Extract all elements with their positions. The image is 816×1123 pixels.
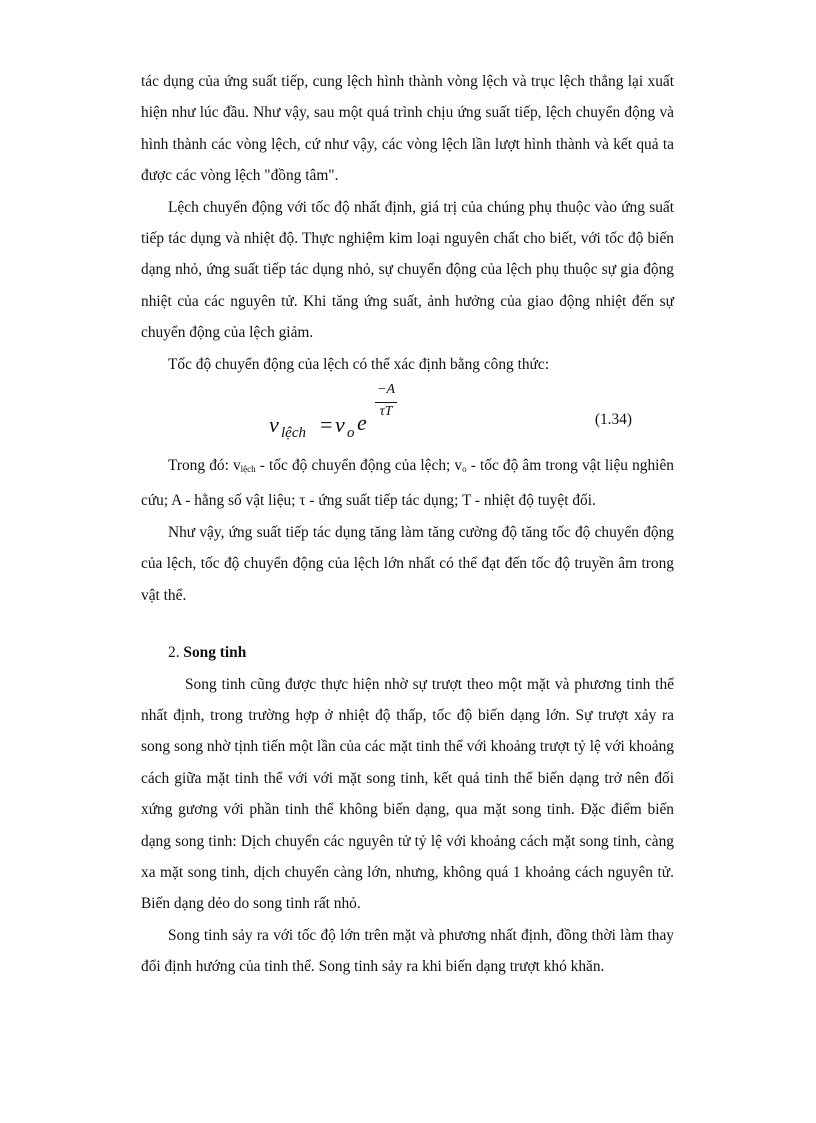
section-spacer [141,611,674,637]
definitions-subscript-o: o [462,464,467,475]
formula-exponential-base: e [357,410,367,436]
formula-exponent-numerator: −A [377,382,395,398]
velocity-formula [269,382,439,444]
formula-lhs: v [269,412,279,438]
paragraph-variable-definitions [141,450,674,517]
formula-fraction-bar [375,402,397,403]
section-heading [141,637,674,668]
section-title: Song tinh [183,644,247,662]
equation-number: (1.34) [594,411,632,429]
formula-v0: v [335,412,345,438]
page-content [141,66,674,983]
definitions-tail: - tốc độ âm trong vật liệu nghiên cứu; A - hằng số vật liệu; τ - ứng suất tiếp tác dụng; T - nhiệt độ tuyệt đối. [141,457,674,510]
definitions-middle: - tốc độ chuyển động của lệch; v [255,457,463,475]
formula-exponent-denominator: τT [379,404,393,420]
definitions-subscript-lech: lệch [240,464,256,475]
paragraph-twinning-description: Song tinh cũng được thực hiện nhờ sự trượt theo một mặt và phương tinh thể nhất định, trong trường hợp ở nhiệt độ thấp, tốc độ biến dạng lớn. Sự trượt xảy ra song song nhờ tịnh tiến một lần của các mặt tinh thể với khoảng trượt tỷ lệ với khoảng cách giữa mặt tinh thể với với mặt song tinh, kết quả tinh thể biến dạng trở nên đối xứng gương với phần tinh thể không biến dạng, qua mặt song tinh. Đặc điểm biến dạng song tinh: Dịch chuyển các nguyên tử tỷ lệ với khoảng cách mặt song tinh, càng xa mặt song tinh, dịch chuyển càng lớn, nhưng, không quá 1 khoảng cách nguyên tử. Biến dạng dẻo do song tinh rất nhỏ. [141,675,674,913]
formula-lhs-subscript: lệch [281,425,306,442]
paragraph-formula-intro: Tốc độ chuyển động của lệch có thể xác định bằng công thức: [168,355,550,373]
paragraph-dislocation-speed: Lệch chuyển động với tốc độ nhất định, giá trị của chúng phụ thuộc vào ứng suất tiếp tác dụng và nhiệt độ. Thực nghiệm kim loại nguyên chất cho biết, với tốc độ biến dạng nhỏ, ứng suất tiếp tác dụng nhỏ, sự chuyển động của lệch phụ thuộc sự gia động nhiệt của các nguyên tử. Khi tăng ứng suất, ảnh hưởng của giao động nhiệt đến sự chuyển động của lệch giảm. [141,198,674,342]
paragraph-dislocation-loops: tác dụng của ứng suất tiếp, cung lệch hình thành vòng lệch và trục lệch thẳng lại xuất hiện như lúc đầu. Như vậy, sau một quá trình chịu ứng suất tiếp, lệch chuyển động và hình thành các vòng lệch, cứ như vậy, các vòng lệch lần lượt hình thành và kết quả ta được các vòng lệch "đồng tâm". [141,73,674,185]
paragraph-conclusion: Như vậy, ứng suất tiếp tác dụng tăng làm tăng cường độ tăng tốc độ chuyển động của lệch, tốc độ chuyển động của lệch lớn nhất có thể đạt đến tốc độ truyền âm trong vật thể. [141,523,674,604]
formula-v0-subscript: o [347,425,355,442]
paragraph-twinning-conditions: Song tinh sảy ra với tốc độ lớn trên mặt và phương nhất định, đồng thời làm thay đổi định hướng của tinh thể. Song tinh sảy ra khi biến dạng trượt khó khăn. [141,926,674,976]
equation-1-34 [141,382,674,444]
section-number: 2. [168,644,184,662]
definitions-lead: Trong đó: v [168,457,241,475]
formula-equals: = [320,412,333,438]
